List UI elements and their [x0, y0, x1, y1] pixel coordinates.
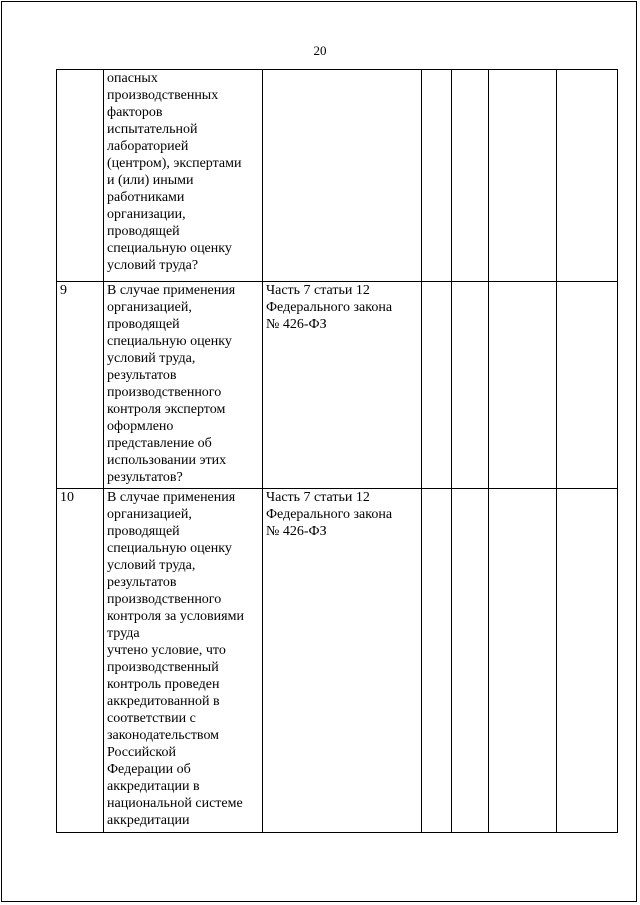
answer-no-cell: [452, 489, 489, 833]
question-text: В случае применения организацией, проводящей специальную оценку условий труда, результатов производственного контроля экспертом оформлено представление об использовании этих результатов?: [104, 282, 263, 489]
answer-yes-cell: [422, 489, 452, 833]
requirements-table: [56, 69, 618, 833]
table-row: [57, 489, 618, 833]
answer-no-cell: [452, 70, 489, 282]
notes-cell: [557, 489, 618, 833]
legal-reference: Часть 7 статьи 12 Федерального закона № 426-ФЗ: [263, 282, 422, 489]
answer-yes-cell: [422, 282, 452, 489]
row-number: 10: [57, 489, 104, 833]
question-text: опасных производственных факторов испытательной лабораторией (центром), экспертами и (или) иными работниками организации, проводящей специальную оценку условий труда?: [104, 70, 263, 282]
table-row: [57, 70, 618, 282]
answer-yes-cell: [422, 70, 452, 282]
answer-not-applicable-cell: [489, 282, 557, 489]
question-text: В случае применения организацией, проводящей специальную оценку условий труда, результатов производственного контроля за условиями труда учтено условие, что производственный контроль проведен аккредитованной в соответствии с законодательством Российской Федерации об аккредитации в национальной системе аккредитации: [104, 489, 263, 833]
row-number: 9: [57, 282, 104, 489]
answer-not-applicable-cell: [489, 489, 557, 833]
table-row: [57, 282, 618, 489]
answer-no-cell: [452, 282, 489, 489]
page-number: 20: [313, 43, 327, 58]
notes-cell: [557, 282, 618, 489]
notes-cell: [557, 70, 618, 282]
legal-reference: [263, 70, 422, 282]
legal-reference: Часть 7 статьи 12 Федерального закона № 426-ФЗ: [263, 489, 422, 833]
row-number: [57, 70, 104, 282]
answer-not-applicable-cell: [489, 70, 557, 282]
